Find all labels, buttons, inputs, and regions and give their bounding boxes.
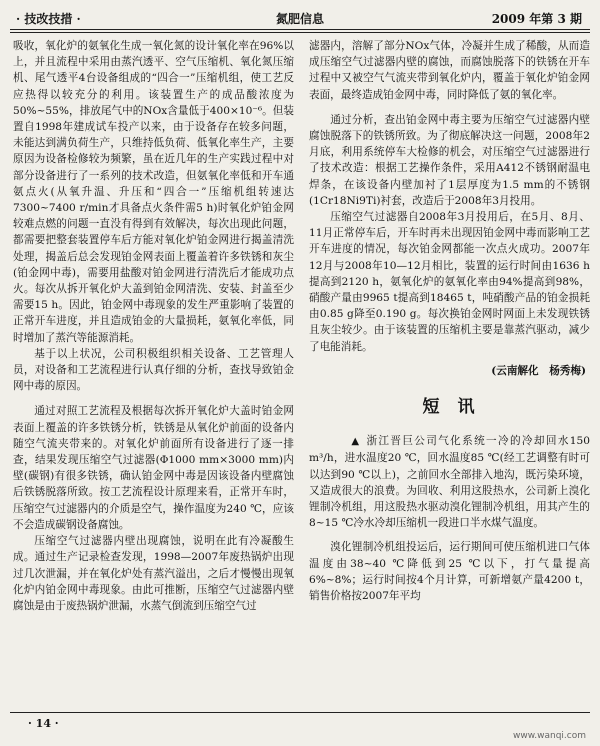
triangle-bullet-icon: ▲ [351,436,360,448]
paragraph: 压缩空气过滤器自2008年3月投用后，在5月、8月、11月正常停车后，开车时再未出现因铂金网中毒而影响工艺开车进度的情况，每次铂金网都能一次点火成功。2007年12月与2008年10—12月相比，装置的运行时间由1636 h提高到2120 h，氨氧化炉的氨氧化率由94%提高到98%，硝酸产量由9965 t提高到18465 t，吨硝酸产品的铂金损耗由0.85 g降至0.190 g。每次换铂金网时网面上未发现铁锈且灰尘较少。由于该装置的压缩机主要是靠蒸汽驱动，减少了电能消耗。 [309,211,590,353]
page-header [12,6,588,28]
footer-rule [10,712,590,713]
right-column [309,38,590,604]
author-signature: (云南解化 杨秀梅) [491,364,586,377]
news-item-text: 浙江晋巨公司气化系统一冷的冷却回水150 m³/h，进水温度20 ℃，回水温度85 ℃(经工艺调整有时可以达到90 ℃以上)，之前回水全部排入地沟，既污染环境，又造成很大的浪费。为回收、利用这股热水，公司新上溴化锂制冷机组，用这股热水驱动溴化锂制冷机组，用其产生的8~15 ℃冷水冷却压缩机一段进口半水煤气温度。 [309,435,590,530]
header-section-label: · 技改技措 · [16,12,81,26]
header-rule [10,29,590,30]
header-issue: 2009 年第 3 期 [491,12,582,26]
page-number: · 14 · [28,717,59,730]
paragraph: 通过分析，查出铂金网中毒主要为压缩空气过滤器内壁腐蚀脱落下的铁锈所致。为了彻底解决这一问题，2008年2月底，利用系统停车大检修的机会，对压缩空气过滤器进行了技术改造：根据工艺操作条件，采用A412不锈钢耐温电焊条，在该设备内壁加衬了1层厚度为1.5 mm的不锈钢(1Cr18Ni9Ti)衬套，改造后于2008年3月投用。 [309,113,590,207]
paragraph: 压缩空气过滤器内壁出现腐蚀，说明在此有冷凝酸生成。通过生产记录检查发现，1998—2007年废热锅炉出现过几次泄漏，并在氧化炉处有蒸汽溢出，之后才慢慢出现氧化炉内铂金网中毒现象。由此可推断，压缩空气过滤器内壁腐蚀是由于废热锅炉泄漏，水蒸气倒流到压缩空气过 [13,535,294,612]
paragraph: 吸收，氧化炉的氨氧化生成一氧化氮的设计氧化率在96%以上，并且流程中采用由蒸汽透平、空气压缩机、氧化氮压缩机、尾气透平4台设备组成的“四合一”压缩机组，使工艺反应热得以较充分的利用。该装置生产的成品酸浓度为50%~55%，排放尾气中的NOx含量低于400×10⁻⁶。但装置自1998年建成试车投产以来，由于设备存在较多问题，未能达到满负荷生产，只维持低负荷、低氧化率生产，主要原因为设备检修较为频繁，虽在近几年的生产实践过程中对部分设备进行了一系列的技术改造，但氨氧化率低和开车通氨点火(从氧升温、升压和“四合一”压缩机组转速达7300~7400 r/min才具备点火条件需5 h)时氧化炉铂金网较难点燃的问题一直没有得到有效解决，每次出现此问题，都需要把整套装置停车后方能对氧化炉铂金网进行揭盖清洗处理，揭盖后总会发现铂金网表面上覆盖着许多铁锈和灰尘(铂金网中毒)，需要用盐酸对铂金网进行清洗后才能成功点火。每次从拆开氧化炉大盖到铂金网清洗、安装、封盖至少需要15 h。因此，铂金网中毒现象的发生严重影响了装置的正常开车进度，并且造成铂金的大量损耗，氨氧化率低，同时增加了蒸汽等能源消耗。 [13,40,294,344]
paragraph: 滤器内，溶解了部分NOx气体，冷凝并生成了稀酸，从而造成压缩空气过滤器内壁的腐蚀，而腐蚀脱落下的铁锈在开车过程中又被空气气流夹带到氧化炉内，覆盖于氧化炉铂金网表面，最终造成铂金网中毒，同时降低了氨的氧化率。 [309,40,590,101]
header-journal-name: 氮肥信息 [275,12,324,26]
section-title: 短讯 [422,397,493,418]
paragraph: 基于以上状况，公司积极组织相关设备、工艺管理人员，对设备和工艺流程进行认真仔细的分析，查找导致铂金网中毒的原因。 [13,347,294,393]
paragraph: 通过对照工艺流程及根据每次拆开氧化炉大盖时铂金网表面上覆盖的许多铁锈分析，铁锈是从氧化炉前面的设备内随空气流夹带来的。对氧化炉前面所有设备进行了逐一排查，结果发现压缩空气过滤器(Φ1000 mm×3000 mm)内壁(碳钢)有很多铁锈，确认铂金网中毒是因该设备内壁腐蚀后铁锈脱落所致。按工艺流程设计原理来看，正常开车时，压缩空气过滤器内的介质是空气，操作温度为240 ℃，应该不会造成碳钢设备腐蚀。 [13,405,294,531]
left-column [13,38,294,614]
header-rule-thin [10,32,590,33]
watermark: www.wanqi.com [513,731,586,741]
news-item [309,433,590,531]
news-item: 溴化锂制冷机组投运后，运行期间可使压缩机进口气体温度由38~40 ℃降低到25 ℃以下，打气量提高6%~8%；运行时间按4个月计算，可新增氨产量4200 t，销售价格按2007年平均 [309,541,590,603]
